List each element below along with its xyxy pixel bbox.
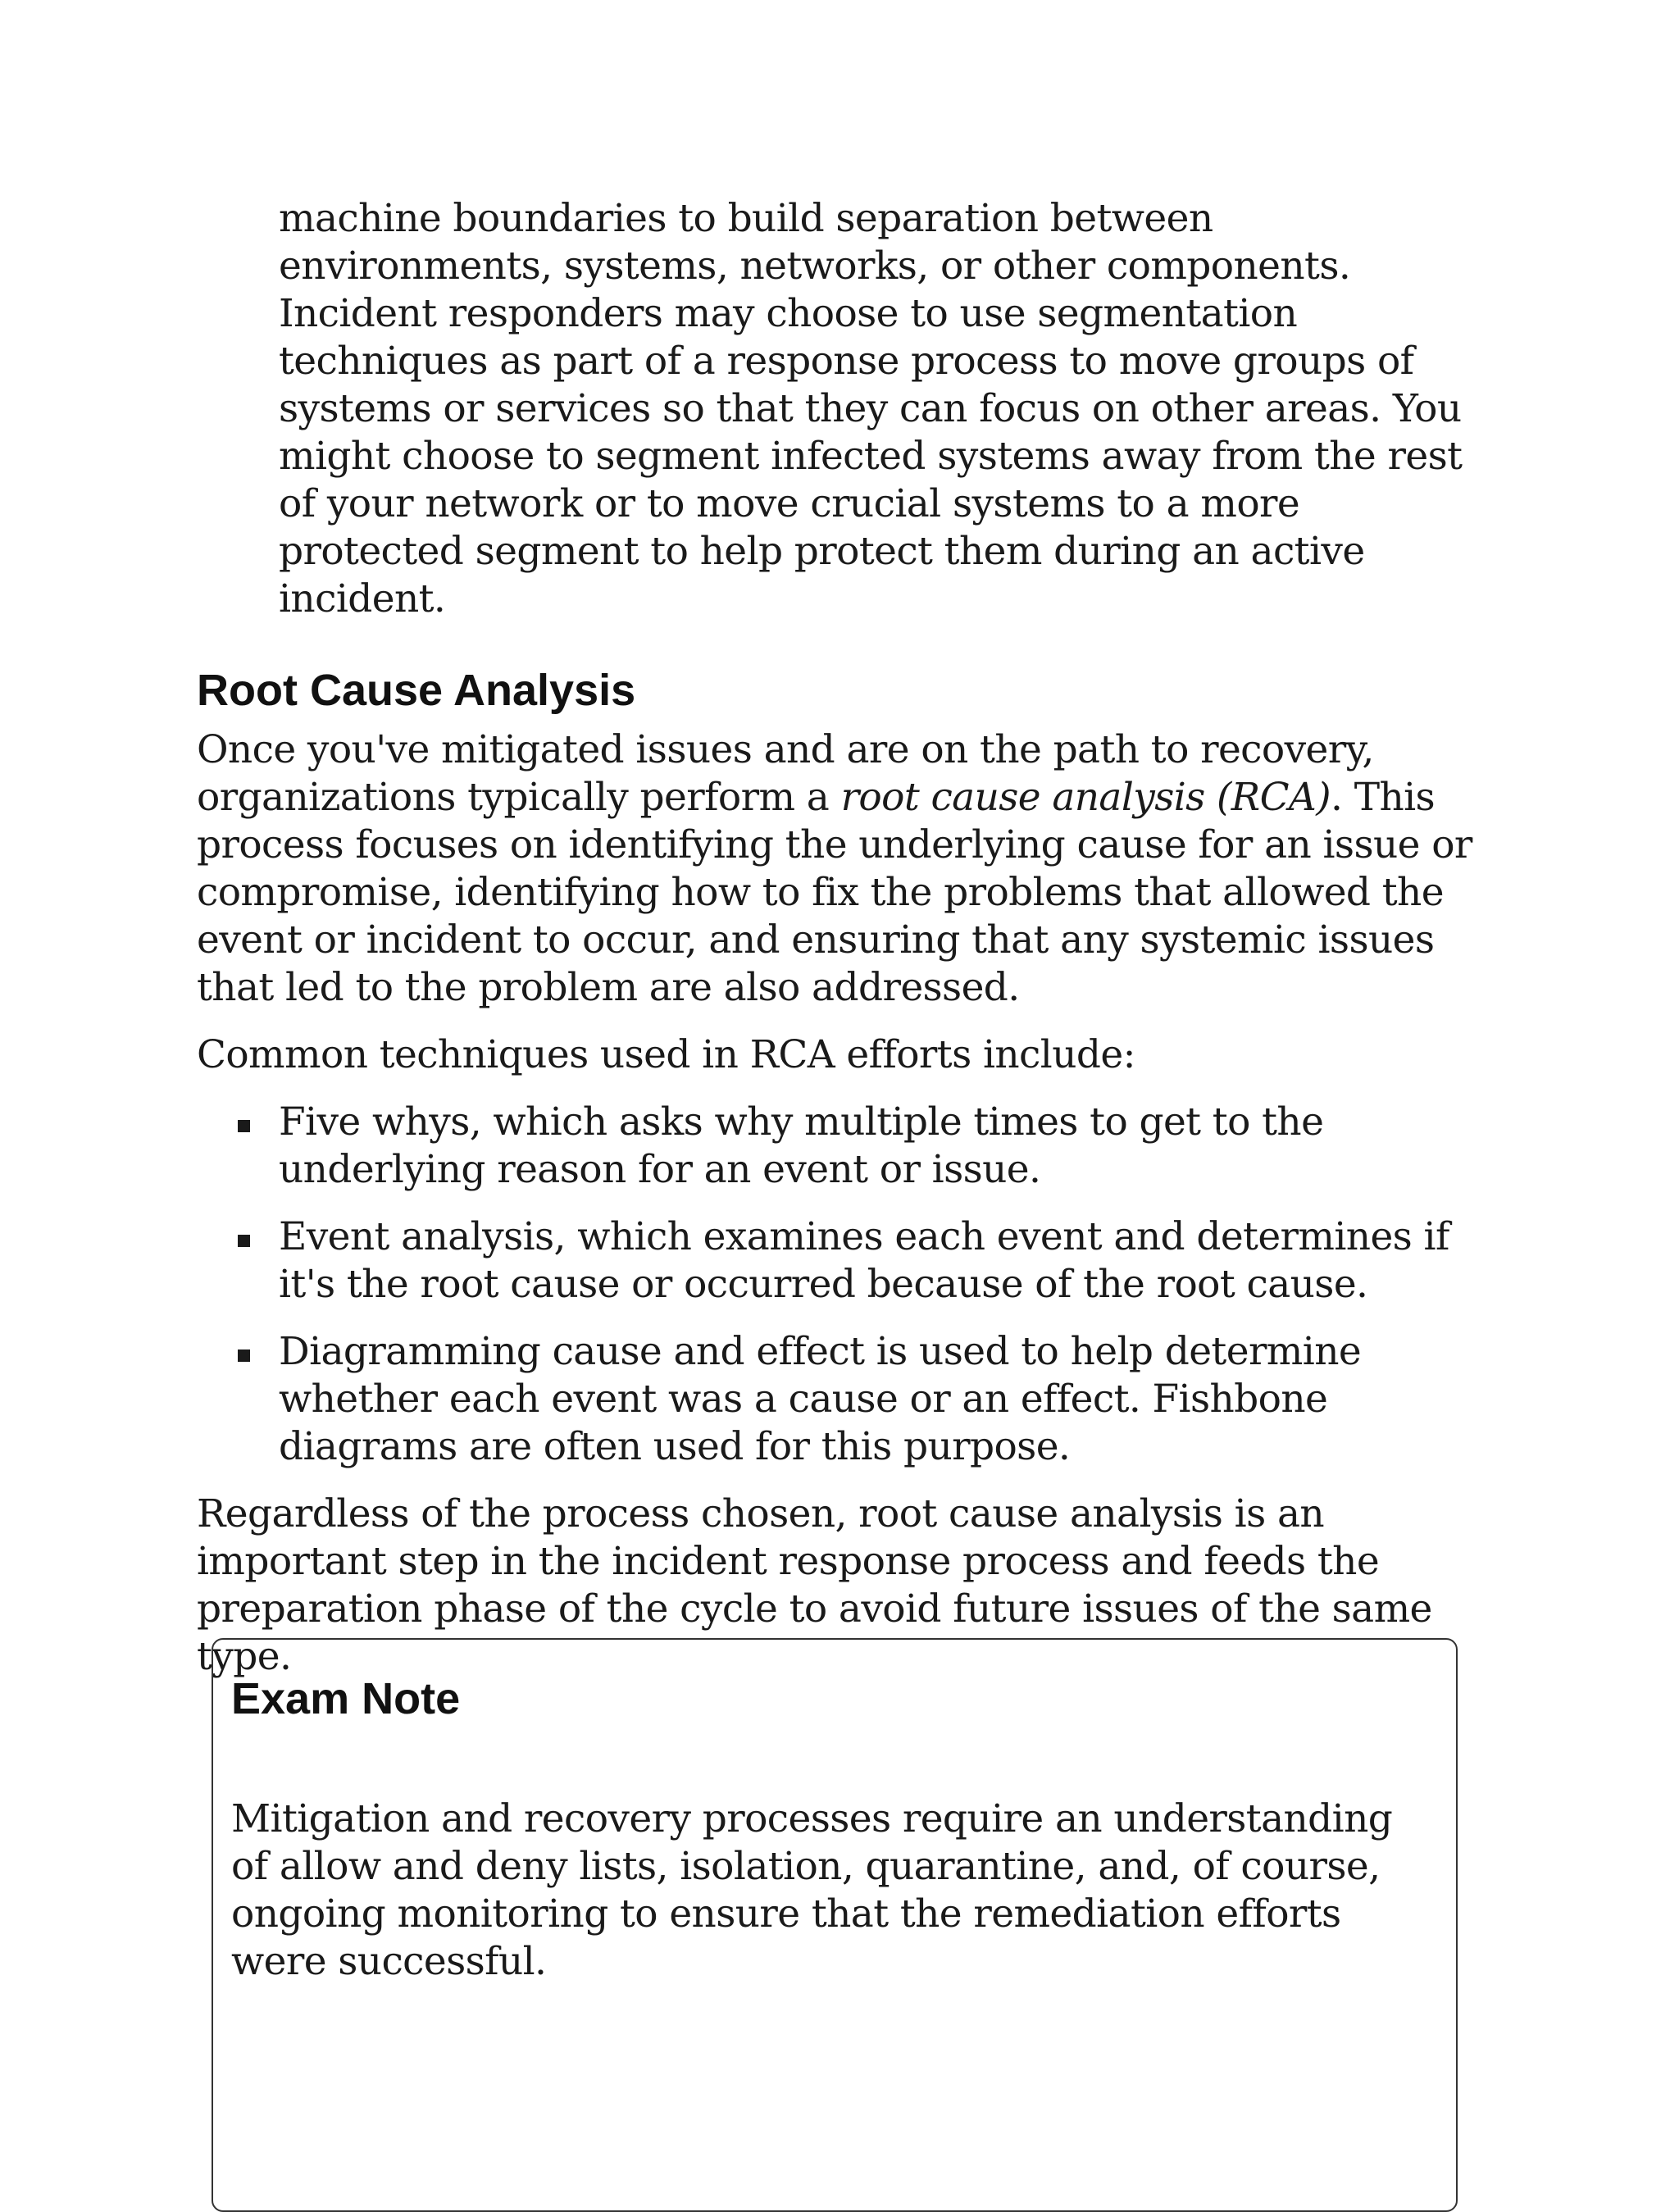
square-bullet-icon: [238, 1120, 250, 1132]
exam-note-title: Exam Note: [231, 1674, 461, 1723]
section-heading: Root Cause Analysis: [197, 666, 636, 715]
document-page: [197, 195, 1476, 1681]
list-item-text: Five whys, which asks why multiple times to get to the underlying reason for an event or issue.: [279, 1099, 1324, 1192]
techniques-list: [197, 1099, 1476, 1471]
list-intro: Common techniques used in RCA efforts include:: [197, 1032, 1135, 1077]
closing-paragraph: Regardless of the process chosen, root cause analysis is an important step in the incident response process and feeds the preparation phase of the cycle to avoid future issues of the same type.: [197, 1491, 1432, 1679]
list-item: [197, 1328, 1476, 1471]
list-item-text: Event analysis, which examines each event and determines if it's the root cause or occurred because of the root cause.: [279, 1214, 1449, 1307]
rca-emphasis: root cause analysis (RCA): [840, 775, 1331, 820]
intro-paragraph: machine boundaries to build separation between environments, systems, networks, or other components. Incident responders may choose to use segmentation techniques as part of a response process to move groups of systems or services so that they can focus on other areas. You might choose to segment infected systems away from the rest of your network or to move crucial systems to a more protected segment to help protect them during an active incident.: [279, 196, 1463, 621]
list-item: [197, 1213, 1476, 1309]
rca-text-after: . This process focuses on identifying the underlying cause for an issue or compromise, identifying how to fix the problems that allowed the event or incident to occur, and ensuring that any systemic issues that led to the problem are also addressed.: [197, 775, 1472, 1010]
exam-note-text: Mitigation and recovery processes require an understanding of allow and deny lists, isolation, quarantine, and, of course, ongoing monitoring to ensure that the remediation efforts were successful.: [231, 1796, 1393, 1984]
rca-paragraph: [197, 726, 1476, 1012]
list-item-text: Diagramming cause and effect is used to help determine whether each event was a cause or an effect. Fishbone diagrams are often used for this purpose.: [279, 1329, 1362, 1469]
exam-note-box: [212, 1638, 1458, 2212]
square-bullet-icon: [238, 1350, 250, 1362]
square-bullet-icon: [238, 1235, 250, 1247]
list-item: [197, 1099, 1476, 1194]
rca-text-before: Once you've mitigated issues and are on the path to recovery, organizations typically perform a: [197, 727, 1374, 820]
